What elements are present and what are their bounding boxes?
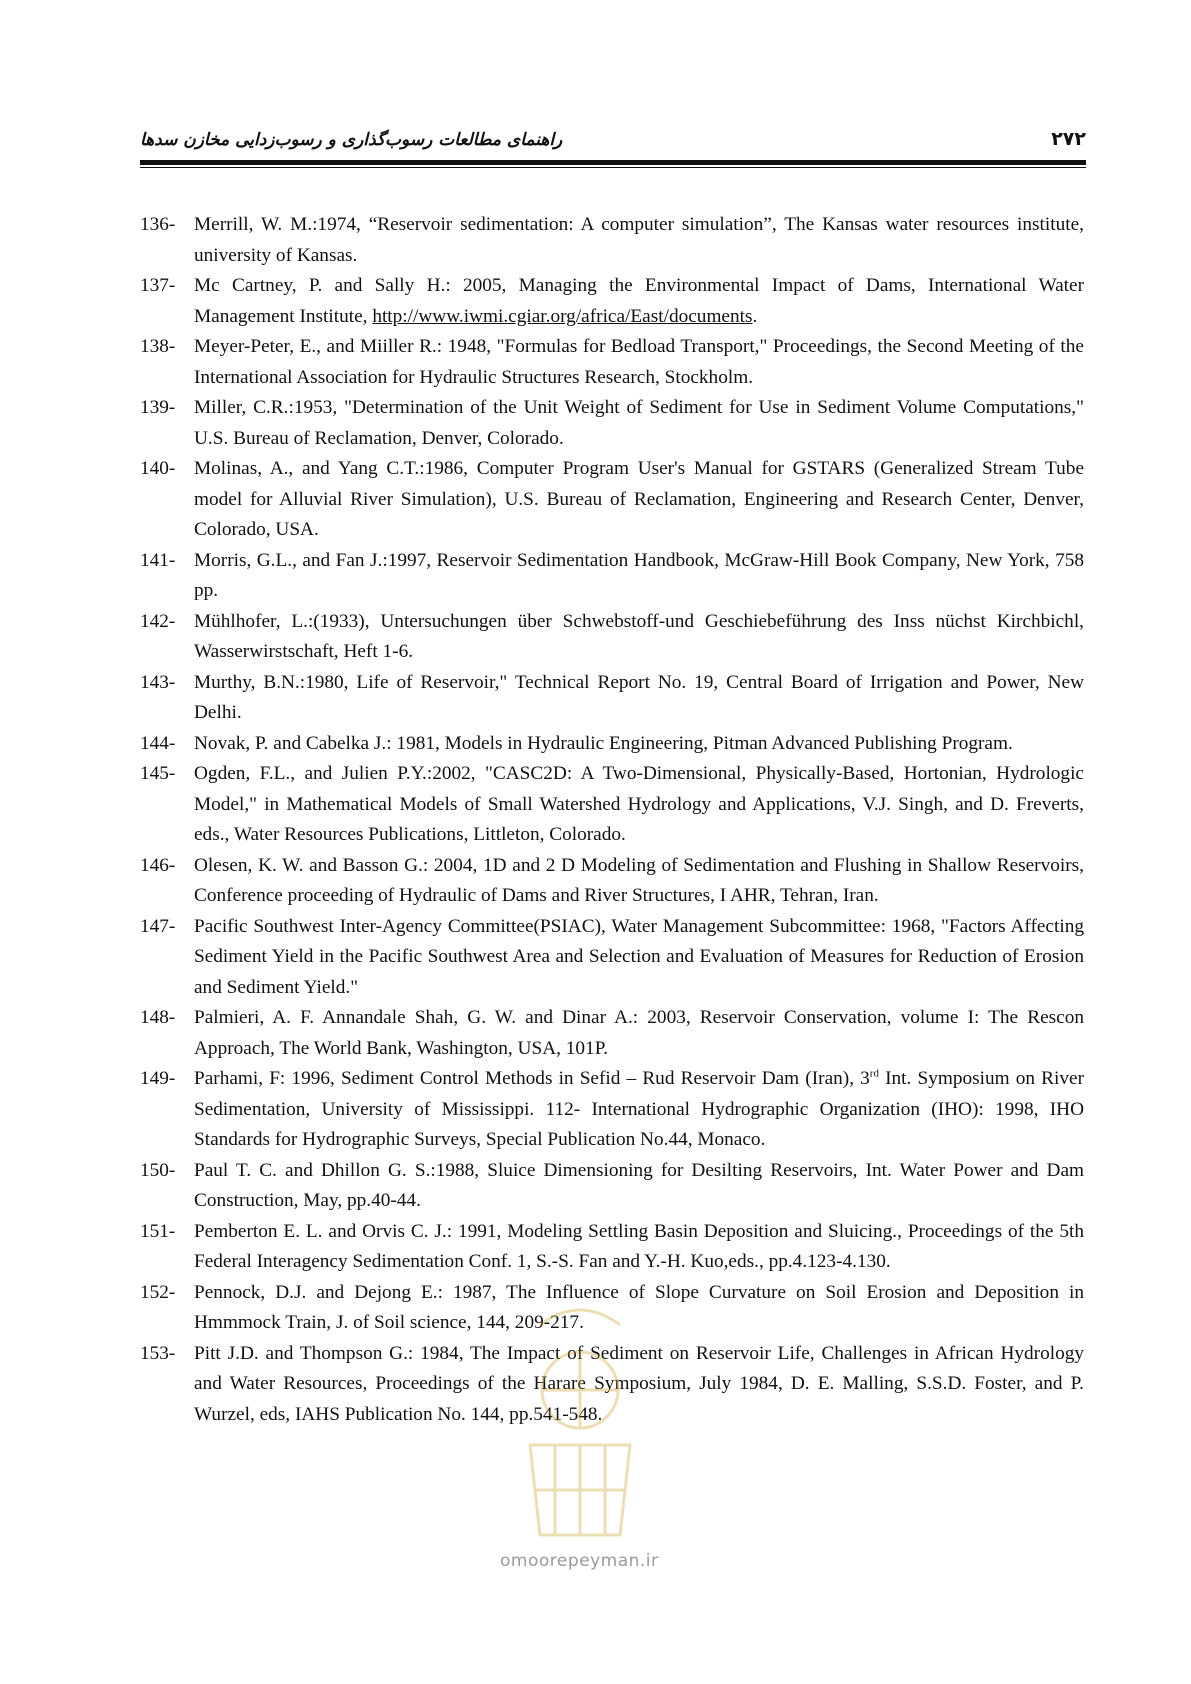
- watermark-site: omoorepeyman.ir: [500, 1551, 659, 1571]
- reference-item: [140, 332, 1084, 393]
- reference-item: [140, 1064, 1084, 1156]
- reference-text: Mühlhofer, L.:(1933), Untersuchungen über Schwebstoff-und Geschiebeführung des Inss nüchst Kirchbichl, Wasserwirstschaft, Heft 1-6.: [194, 610, 1084, 662]
- reference-text: Meyer-Peter, E., and Miiller R.: 1948, "Formulas for Bedload Transport," Proceedings, the Second Meeting of the International Association for Hydraulic Structures Research, Stockholm.: [194, 336, 1084, 388]
- reference-item: [140, 1156, 1084, 1217]
- reference-number: 148-: [140, 1007, 176, 1028]
- reference-item: [140, 729, 1084, 760]
- reference-item: [140, 1003, 1084, 1064]
- reference-number: 146-: [140, 854, 176, 876]
- reference-item: [140, 546, 1084, 607]
- reference-text: Palmieri, A. F. Annandale Shah, G. W. and Dinar A.: 2003, Reservoir Conservation, volume I: The Rescon Approach, The World Bank, Washington, USA, 101P.: [194, 1007, 1084, 1059]
- reference-text: Pacific Southwest Inter-Agency Committee(PSIAC), Water Management Subcommittee: 1968, "Factors Affecting Sediment Yield in the Pacific Southwest Area and Selection and Evaluation of Measures for Reduction of Erosion and Sediment Yield.": [194, 915, 1084, 998]
- reference-number: 144-: [140, 732, 176, 754]
- reference-item: [140, 454, 1084, 546]
- reference-text: [194, 1068, 1084, 1150]
- reference-list: [140, 210, 1084, 1430]
- reference-number: 139-: [140, 397, 176, 418]
- reference-number: 145-: [140, 763, 176, 784]
- reference-number: 140-: [140, 458, 176, 479]
- reference-text-part: Int. Symposium on River Sedimentation, University of Mississippi. 112- International Hydrographic Organization (IHO): 1998, IHO Standards for Hydrographic Surveys, Special Publication No.44, Monaco.: [194, 1068, 1085, 1150]
- header-rule-thin: [140, 167, 1086, 168]
- reference-item: [140, 210, 1084, 271]
- reference-number: 143-: [140, 671, 176, 693]
- reference-item: [140, 607, 1084, 668]
- superscript: rd: [869, 1067, 879, 1080]
- reference-text: Pemberton E. L. and Orvis C. J.: 1991, Modeling Settling Basin Deposition and Sluicing., Proceedings of the 5th Federal Interagency Sedimentation Conf. 1, S.-S. Fan and Y.-H. Kuo,eds., pp.4.123-4.130.: [194, 1220, 1084, 1272]
- reference-text: Olesen, K. W. and Basson G.: 2004, 1D and 2 D Modeling of Sedimentation and Flushing in Shallow Reservoirs, Conference proceeding of Hydraulic of Dams and River Structures, I AHR, Tehran, Iran.: [194, 854, 1084, 906]
- reference-number: 153-: [140, 1342, 176, 1364]
- reference-text: Murthy, B.N.:1980, Life of Reservoir," Technical Report No. 19, Central Board of Irrigation and Power, New Delhi.: [194, 671, 1084, 723]
- reference-number: 150-: [140, 1159, 176, 1181]
- reference-text-part: Parhami, F: 1996, Sediment Control Methods in Sefid – Rud Reservoir Dam (Iran), 3: [194, 1068, 870, 1089]
- reference-text: Merrill, W. M.:1974, “Reservoir sedimentation: A computer simulation”, The Kansas water resources institute, university of Kansas.: [194, 214, 1084, 266]
- reference-number: 152-: [140, 1281, 176, 1303]
- reference-number: 149-: [140, 1068, 176, 1089]
- reference-item: [140, 393, 1084, 454]
- reference-link[interactable]: http://www.iwmi.cgiar.org/africa/East/documents: [372, 305, 753, 327]
- reference-text: Morris, G.L., and Fan J.:1997, Reservoir Sedimentation Handbook, McGraw-Hill Book Company, New York, 758 pp.: [194, 549, 1084, 601]
- reference-number: 141-: [140, 549, 176, 571]
- reference-text-part: .: [752, 305, 758, 327]
- reference-item: [140, 851, 1084, 912]
- reference-number: 136-: [140, 214, 176, 235]
- reference-text: Miller, C.R.:1953, "Determination of the Unit Weight of Sediment for Use in Sediment Volume Computations," U.S. Bureau of Reclamation, Denver, Colorado.: [194, 397, 1084, 449]
- reference-number: 142-: [140, 610, 176, 632]
- page-number: ۲۷۲: [1051, 128, 1086, 150]
- reference-text: Pennock, D.J. and Dejong E.: 1987, The Influence of Slope Curvature on Soil Erosion and Deposition in Hmmmock Train, J. of Soil science, 144, 209-217.: [194, 1281, 1084, 1333]
- reference-number: 147-: [140, 915, 176, 937]
- reference-text: Novak, P. and Cabelka J.: 1981, Models in Hydraulic Engineering, Pitman Advanced Publishing Program.: [194, 732, 1013, 754]
- reference-text: Pitt J.D. and Thompson G.: 1984, The Impact of Sediment on Reservoir Life, Challenges in African Hydrology and Water Resources, Proceedings of the Harare Symposium, July 1984, D. E. Malling, S.S.D. Foster, and P. Wurzel, eds, IAHS Publication No. 144, pp.541-548.: [194, 1342, 1084, 1425]
- header-title: راهنمای مطالعات رسوب‌گذاری و رسوب‌زدایی مخازن سدها: [140, 130, 563, 150]
- reference-number: 138-: [140, 336, 176, 357]
- reference-item: [140, 912, 1084, 1004]
- reference-text: Paul T. C. and Dhillon G. S.:1988, Sluice Dimensioning for Desilting Reservoirs, Int. Water Power and Dam Construction, May, pp.40-44.: [194, 1159, 1084, 1211]
- header-rule-thick: [140, 160, 1086, 165]
- reference-text: Ogden, F.L., and Julien P.Y.:2002, "CASC2D: A Two-Dimensional, Physically-Based, Hortonian, Hydrologic Model," in Mathematical Models of Small Watershed Hydrology and Applications, V.J. Singh, and D. Freverts, eds., Water Resources Publications, Littleton, Colorado.: [194, 763, 1084, 845]
- reference-number: 151-: [140, 1220, 176, 1242]
- watermark-logo-icon: [480, 1295, 680, 1555]
- reference-item: [140, 759, 1084, 851]
- reference-item: [140, 1217, 1084, 1278]
- reference-item: [140, 271, 1084, 332]
- reference-text: Molinas, A., and Yang C.T.:1986, Computer Program User's Manual for GSTARS (Generalized Stream Tube model for Alluvial River Simulation), U.S. Bureau of Reclamation, Engineering and Research Center, Denver, Colorado, USA.: [194, 458, 1084, 540]
- reference-item: [140, 668, 1084, 729]
- reference-number: 137-: [140, 275, 176, 296]
- reference-text-part: Mc Cartney, P. and Sally H.: 2005, Managing the Environmental Impact of Dams, International Water Management Institute,: [194, 275, 1084, 327]
- reference-text: [194, 275, 1084, 327]
